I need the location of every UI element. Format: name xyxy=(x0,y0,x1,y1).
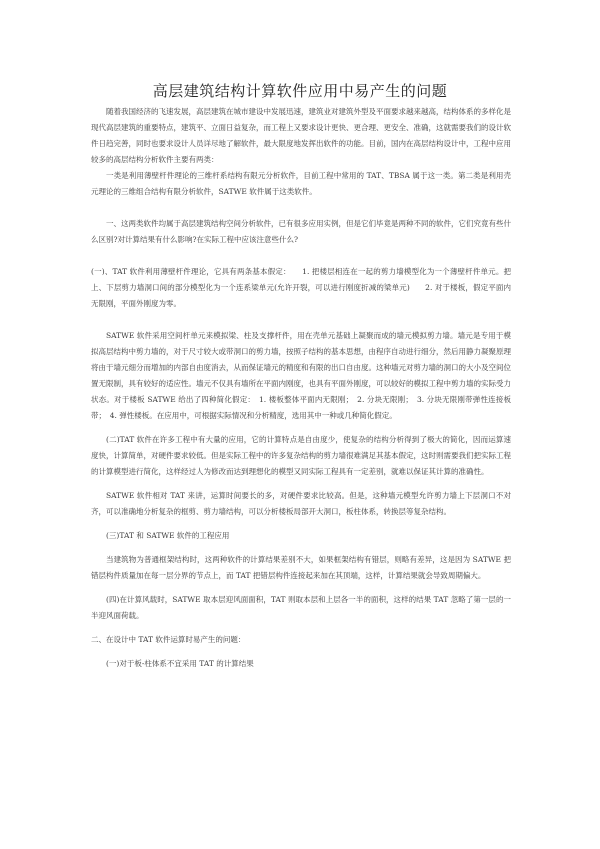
paragraph-tat-application: (二)TAT 软件在许多工程中有大量的应用，它的计算特点是自由度少，使复杂的结构分析得到了极大的简化，因而运算速度快，计算简单，对硬件要求较低。但是实际工程中的许多复杂结构的剪力墙很难满足其基本假定，这时则需要我们把实际工程的计算模型进行简化，这样经过人为修改而达到理想化的模型又同实际工程具有一定差别，就难以保证其计算的准确性。 xyxy=(91,435,511,476)
paragraph-wind-load: (四)在计算风载时，SATWE 取本层迎风面面积，TAT 则取本层和上层各一半的面积，这样的结果 TAT 忽略了第一层的一半迎风面荷载。 xyxy=(91,595,511,620)
document-body xyxy=(91,104,511,672)
paragraph-frame-structure: 当建筑物为普通框架结构时，这两种软件的计算结果差别不大，如果框架结构有错层，则略有差异，这是因为 SATWE 把错层构件质量加在每一层分界的节点上，而 TAT 把错层构件连接起来加在其顶端，这样，计算结果就会导致周期偏大。 xyxy=(91,555,511,580)
paragraph-intro: 随着我国经济的飞速发展，高层建筑在城市建设中发展迅速，建筑业对建筑外型及平面要求越来越高，结构体系的多样化是现代高层建筑的重要特点，建筑平、立面日益复杂，而工程上又要求设计更快、更合理、更安全、准确，这就需要我们的设计软件日趋完善，同时也要求设计人员详尽地了解软件，最大限度地发挥出软件的功能。目前，国内在高层结构设计中，工程中应用较多的高层结构分析软件主要有两类： xyxy=(91,107,511,164)
heading-engineering-application: (三)TAT 和 SATWE 软件的工程应用 xyxy=(106,531,230,540)
heading-section-two: 二、在设计中 TAT 软件运算时易产生的问题： xyxy=(91,635,246,644)
document-title: 高层建筑结构计算软件应用中易产生的问题 xyxy=(152,82,448,100)
paragraph-tat-assumptions: (一)、TAT 软件利用薄壁杆件理论，它具有两条基本假定： 1. 把楼层相连在一起的剪力墙模型化为一个薄壁杆件单元。把上、下层剪力墙洞口间的部分模型化为一个连系梁单元(允许开裂，可以进行刚度折减的梁单元) 2. 对于楼板，假定平面内无限刚，平面外刚度为零。 xyxy=(91,267,511,308)
paragraph-section-one: 一、这两类软件均属于高层建筑结构空间分析软件，已有很多应用实例，但是它们毕竟是两种不同的软件，它们究竟有些什么区别?对计算结果有什么影响?在实际工程中应该注意些什么? xyxy=(91,219,511,244)
paragraph-software-types: 一类是利用薄壁杆件理论的三维杆系结构有限元分析软件，目前工程中常用的 TAT、TBSA 属于这一类。第二类是利用壳元理论的三维组合结构有限分析软件，SATWE 软件属于这类软件。 xyxy=(91,171,511,196)
paragraph-satwe-comparison: SATWE 软件相对 TAT 来讲，运算时间要长的多，对硬件要求比较高。但是，这种墙元模型允许剪力墙上下层洞口不对齐，可以准确地分析复杂的框剪、剪力墙结构，可以分析楼板局部开大洞口，板柱体系，转换层等复杂结构。 xyxy=(91,491,511,516)
paragraph-satwe-elements: SATWE 软件采用空间杆单元来模拟梁、柱及支撑杆件，用在壳单元基础上凝聚而成的墙元模拟剪力墙。墙元是专用于模拟高层结构中剪力墙的，对于尺寸较大或带洞口的剪力墙，按照子结构的基本思想，由程序自动进行细分，然后用静力凝聚原理将由于墙元细分而增加的内部自由度消去，从而保证墙元的精度和有限的出口自由度。这种墙元对剪力墙的洞口的大小及空间位置无限制，具有较好的适应性。墙元不仅具有墙所在平面内刚度，也具有平面外刚度，可以较好的模拟工程中剪力墙的实际受力状态。对于楼板 SATWE 给出了四种简化假定： 1. 楼板整体平面内无限刚； 2. 分块无限刚； 3. 分块无限刚带弹性连接板带； 4. 弹性楼板。在应用中，可根据实际情况和分析精度，选用其中一种或几种简化假定。 xyxy=(91,331,511,420)
heading-slab-column: (一)对于板-柱体系不宜采用 TAT 的计算结果 xyxy=(106,659,254,668)
